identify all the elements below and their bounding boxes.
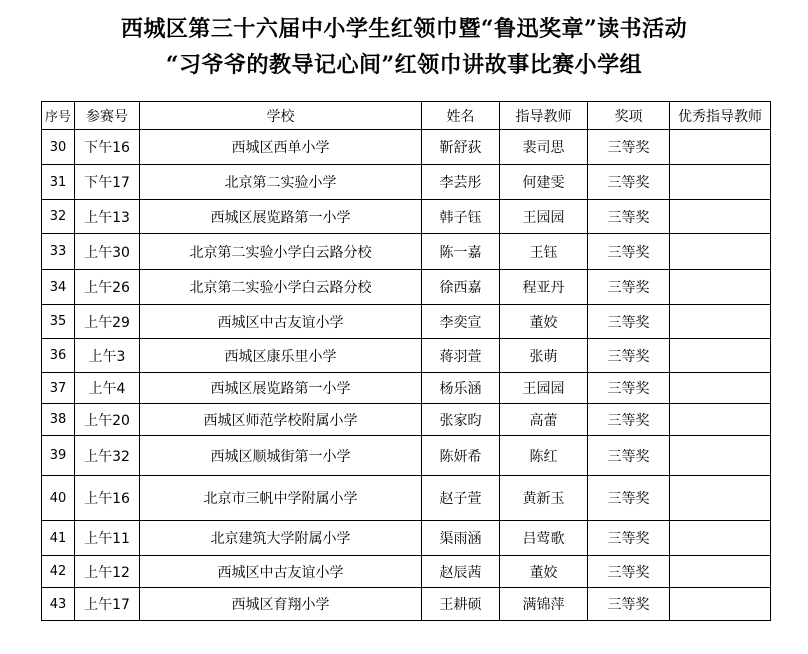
cell-excellent-instructor bbox=[670, 200, 771, 234]
cell-name: 陈妍希 bbox=[422, 436, 500, 476]
document-title-line-1: 西城区第三十六届中小学生红领巾暨“鲁迅奖章”读书活动 bbox=[120, 16, 688, 42]
cell-school: 北京建筑大学附属小学 bbox=[140, 521, 422, 556]
cell-entry-number: 上午17 bbox=[75, 588, 140, 621]
cell-award: 三等奖 bbox=[588, 404, 670, 436]
cell-index: 43 bbox=[42, 588, 75, 621]
cell-index: 35 bbox=[42, 305, 75, 339]
cell-index: 38 bbox=[42, 404, 75, 436]
cell-excellent-instructor bbox=[670, 373, 771, 404]
cell-excellent-instructor bbox=[670, 130, 771, 165]
cell-excellent-instructor bbox=[670, 556, 771, 588]
table-row bbox=[42, 404, 771, 436]
cell-award: 三等奖 bbox=[588, 373, 670, 404]
table-row bbox=[42, 556, 771, 588]
cell-name: 韩子钰 bbox=[422, 200, 500, 234]
cell-instructor: 陈红 bbox=[500, 436, 588, 476]
cell-school: 北京第二实验小学白云路分校 bbox=[140, 234, 422, 270]
cell-instructor: 何建雯 bbox=[500, 165, 588, 200]
cell-entry-number: 上午16 bbox=[75, 476, 140, 521]
table-row bbox=[42, 588, 771, 621]
cell-name: 靳舒荻 bbox=[422, 130, 500, 165]
cell-award: 三等奖 bbox=[588, 270, 670, 305]
table-row bbox=[42, 270, 771, 305]
cell-award: 三等奖 bbox=[588, 165, 670, 200]
table-row bbox=[42, 373, 771, 404]
cell-school: 西城区展览路第一小学 bbox=[140, 373, 422, 404]
cell-school: 北京第二实验小学白云路分校 bbox=[140, 270, 422, 305]
cell-excellent-instructor bbox=[670, 404, 771, 436]
cell-award: 三等奖 bbox=[588, 200, 670, 234]
cell-school: 北京第二实验小学 bbox=[140, 165, 422, 200]
cell-school: 西城区西单小学 bbox=[140, 130, 422, 165]
cell-name: 赵辰茜 bbox=[422, 556, 500, 588]
header-award: 奖项 bbox=[588, 102, 670, 130]
cell-award: 三等奖 bbox=[588, 521, 670, 556]
cell-award: 三等奖 bbox=[588, 234, 670, 270]
cell-index: 31 bbox=[42, 165, 75, 200]
cell-award: 三等奖 bbox=[588, 130, 670, 165]
cell-entry-number: 下午16 bbox=[75, 130, 140, 165]
table-row bbox=[42, 234, 771, 270]
cell-school: 北京市三帆中学附属小学 bbox=[140, 476, 422, 521]
header-instructor: 指导教师 bbox=[500, 102, 588, 130]
results-table bbox=[41, 101, 771, 621]
cell-name: 蒋羽萱 bbox=[422, 339, 500, 373]
document-title-line-2: “习爷爷的教导记心间”红领巾讲故事比赛小学组 bbox=[165, 52, 643, 78]
cell-instructor: 黄新玉 bbox=[500, 476, 588, 521]
cell-excellent-instructor bbox=[670, 270, 771, 305]
cell-excellent-instructor bbox=[670, 234, 771, 270]
cell-name: 陈一嘉 bbox=[422, 234, 500, 270]
cell-excellent-instructor bbox=[670, 588, 771, 621]
cell-instructor: 董姣 bbox=[500, 556, 588, 588]
cell-instructor: 裴司思 bbox=[500, 130, 588, 165]
cell-instructor: 张萌 bbox=[500, 339, 588, 373]
cell-award: 三等奖 bbox=[588, 339, 670, 373]
cell-instructor: 王园园 bbox=[500, 373, 588, 404]
cell-entry-number: 上午13 bbox=[75, 200, 140, 234]
cell-name: 李芸彤 bbox=[422, 165, 500, 200]
cell-excellent-instructor bbox=[670, 165, 771, 200]
cell-entry-number: 下午17 bbox=[75, 165, 140, 200]
cell-name: 赵子萱 bbox=[422, 476, 500, 521]
header-excellent-instructor: 优秀指导教师 bbox=[670, 102, 771, 130]
table-row bbox=[42, 305, 771, 339]
cell-index: 41 bbox=[42, 521, 75, 556]
cell-name: 张家昀 bbox=[422, 404, 500, 436]
cell-index: 37 bbox=[42, 373, 75, 404]
cell-entry-number: 上午32 bbox=[75, 436, 140, 476]
header-school: 学校 bbox=[140, 102, 422, 130]
cell-entry-number: 上午26 bbox=[75, 270, 140, 305]
cell-award: 三等奖 bbox=[588, 436, 670, 476]
table-header bbox=[42, 102, 771, 130]
cell-entry-number: 上午4 bbox=[75, 373, 140, 404]
cell-entry-number: 上午29 bbox=[75, 305, 140, 339]
cell-entry-number: 上午11 bbox=[75, 521, 140, 556]
header-row bbox=[42, 102, 771, 130]
cell-index: 42 bbox=[42, 556, 75, 588]
table-row bbox=[42, 165, 771, 200]
cell-school: 西城区中古友谊小学 bbox=[140, 556, 422, 588]
cell-name: 杨乐涵 bbox=[422, 373, 500, 404]
cell-excellent-instructor bbox=[670, 339, 771, 373]
cell-index: 39 bbox=[42, 436, 75, 476]
cell-award: 三等奖 bbox=[588, 476, 670, 521]
cell-award: 三等奖 bbox=[588, 305, 670, 339]
cell-instructor: 王园园 bbox=[500, 200, 588, 234]
cell-excellent-instructor bbox=[670, 305, 771, 339]
cell-school: 西城区育翔小学 bbox=[140, 588, 422, 621]
cell-instructor: 高蕾 bbox=[500, 404, 588, 436]
cell-excellent-instructor bbox=[670, 436, 771, 476]
cell-entry-number: 上午20 bbox=[75, 404, 140, 436]
cell-excellent-instructor bbox=[670, 521, 771, 556]
table-row bbox=[42, 521, 771, 556]
cell-excellent-instructor bbox=[670, 476, 771, 521]
table-row bbox=[42, 200, 771, 234]
table-body bbox=[42, 130, 771, 621]
header-entry-number: 参赛号 bbox=[75, 102, 140, 130]
cell-name: 徐西嘉 bbox=[422, 270, 500, 305]
cell-school: 西城区中古友谊小学 bbox=[140, 305, 422, 339]
cell-name: 王耕硕 bbox=[422, 588, 500, 621]
cell-instructor: 满锦萍 bbox=[500, 588, 588, 621]
table-row bbox=[42, 476, 771, 521]
table-row bbox=[42, 339, 771, 373]
cell-entry-number: 上午12 bbox=[75, 556, 140, 588]
cell-instructor: 吕莺歌 bbox=[500, 521, 588, 556]
header-index: 序号 bbox=[42, 102, 75, 130]
cell-instructor: 王钰 bbox=[500, 234, 588, 270]
cell-index: 40 bbox=[42, 476, 75, 521]
cell-award: 三等奖 bbox=[588, 556, 670, 588]
cell-index: 34 bbox=[42, 270, 75, 305]
table-row bbox=[42, 436, 771, 476]
cell-entry-number: 上午30 bbox=[75, 234, 140, 270]
cell-index: 36 bbox=[42, 339, 75, 373]
cell-instructor: 董姣 bbox=[500, 305, 588, 339]
header-name: 姓名 bbox=[422, 102, 500, 130]
cell-index: 32 bbox=[42, 200, 75, 234]
cell-index: 33 bbox=[42, 234, 75, 270]
cell-school: 西城区康乐里小学 bbox=[140, 339, 422, 373]
cell-school: 西城区顺城街第一小学 bbox=[140, 436, 422, 476]
cell-name: 渠雨涵 bbox=[422, 521, 500, 556]
cell-entry-number: 上午3 bbox=[75, 339, 140, 373]
cell-index: 30 bbox=[42, 130, 75, 165]
cell-award: 三等奖 bbox=[588, 588, 670, 621]
cell-school: 西城区展览路第一小学 bbox=[140, 200, 422, 234]
cell-name: 李奕宣 bbox=[422, 305, 500, 339]
table-row bbox=[42, 130, 771, 165]
cell-school: 西城区师范学校附属小学 bbox=[140, 404, 422, 436]
cell-instructor: 程亚丹 bbox=[500, 270, 588, 305]
